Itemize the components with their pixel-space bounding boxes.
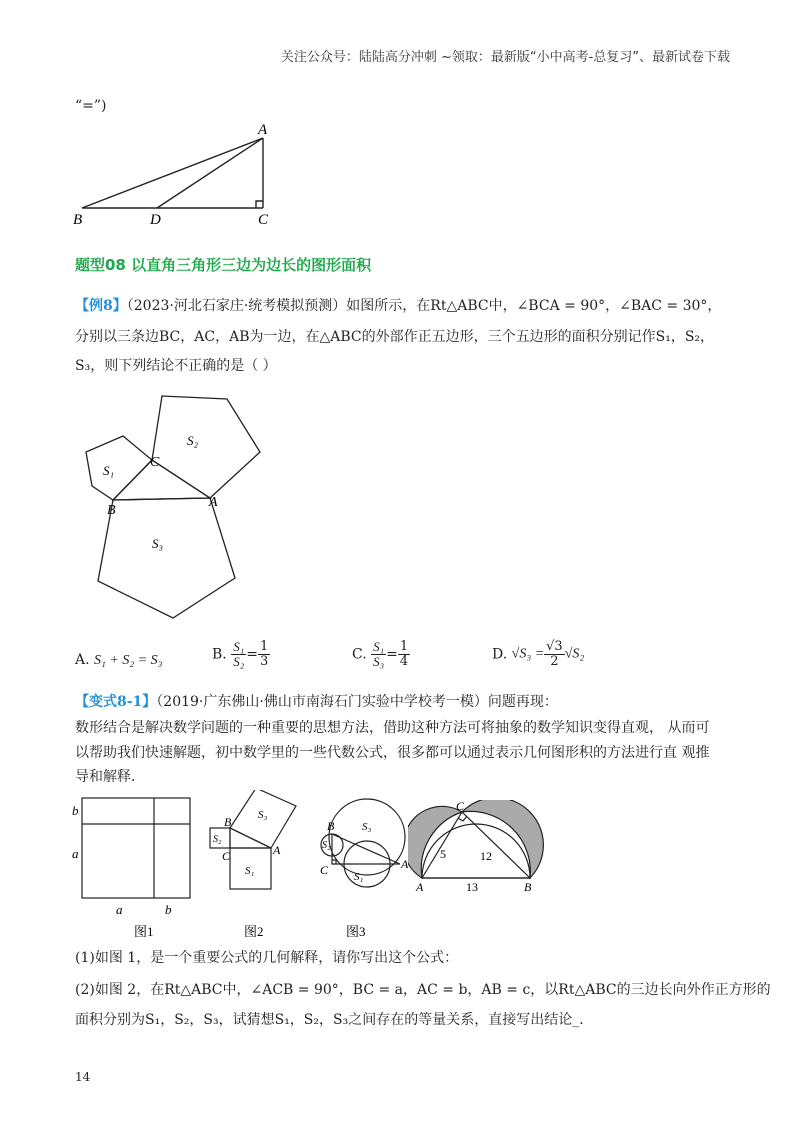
label-s1: S₁ [103,463,115,478]
option-b[interactable] [212,640,270,669]
label-a: A [273,843,281,857]
outer-square [82,798,190,898]
pentagon-s1 [86,436,152,500]
variant-para-1: 数形结合是解决数学问题的一种重要的思想方法，借助这种方法可将抽象的数学知识变得直观， 从而可 [75,720,710,736]
variant-para-2: 以帮助我们快速解题，初中数学里的一些代数公式，很多都可以通过表示几何图形积的方法进行直 观推 [75,745,710,761]
option-b-rhs: $\frac{1}{3}$ [259,639,269,669]
question-2-line-1: (2)如图 2，在Rt△ABC中，∠ACB = 90°，BC = a，AC = b，AB = c，以Rt△ABC的三边长向外作正方形的 [75,982,771,998]
figure-2 [200,790,310,940]
section-title: 题型08 以直角三角形三边为边长的图形面积 [75,256,372,274]
label-s2: S₂ [322,840,331,851]
figure-3-caption: 图3 [346,924,366,939]
label-ac-length: 5 [440,847,446,861]
label-s1: S₁ [354,871,364,883]
label-s2: S₂ [187,433,199,448]
label-a: A [258,122,268,138]
label-a: A [416,880,424,894]
option-b-eq: = [246,646,258,663]
label-c: C [320,863,329,877]
variant-8-1-tag: 【变式8-1】 [75,694,157,710]
figure-1 [68,790,198,940]
label-s3: S₃ [258,809,268,821]
option-b-letter: B. [212,646,227,663]
option-c-lhs: $\frac{\text{S₁}}{\text{S₃}}$ [373,639,385,669]
option-a-letter: A. [75,652,90,668]
variant-para-3: 导和解释． [75,769,145,785]
pentagon-s3 [98,498,235,618]
label-b: B [73,212,83,228]
page-header: 关注公众号：陆陆高分冲刺 ~领取：最新版“小中高考-总复习”、最新试卷下载 [280,50,730,65]
label-bc-length: 12 [480,849,492,863]
label-a: A [401,857,409,871]
label-c: C [258,212,269,228]
option-c-eq: = [386,646,398,663]
example-8-line-1 [75,296,721,316]
label-a-bottom: a [116,902,123,917]
option-d-tail: √S₂ [564,646,585,662]
label-c: C [150,455,160,470]
label-d: D [150,212,161,228]
option-c[interactable] [352,640,410,669]
pentagons-figure [70,388,290,623]
label-c: C [456,800,465,813]
page-number: 14 [75,1070,91,1084]
label-s1: S₁ [245,865,255,877]
figure-3 [310,790,410,940]
label-s2: S₂ [213,834,222,845]
option-a-expr: S₁ + S₂ = S₃ [94,653,163,668]
pentagon-s2 [152,396,260,498]
label-ab-length: 13 [466,880,478,894]
label-b: B [327,819,335,833]
example-8-line-3: S₃，则下列结论不正确的是（ ） [75,358,277,374]
label-a: A [209,495,218,510]
variant-8-1-source: （2019·广东佛山·佛山市南海石门实验中学校考一模）问题再现： [156,694,558,710]
label-b: B [524,880,532,894]
triangle-abcd-figure [70,118,290,228]
figure-1-caption: 图1 [134,924,154,939]
label-s3: S₃ [362,821,372,833]
option-d-lhs: √S₃ = [511,646,545,662]
example-8-text-1: （2023·河北石家庄·统考模拟预测）如图所示，在Rt△ABC中，∠BCA = 90°，∠BAC = 30°， [126,298,722,314]
question-1: (1)如图 1，是一个重要公式的几何解释，请你写出这个公式： [75,950,459,966]
label-b-bottom: b [165,902,172,917]
lune-right [462,800,543,878]
question-2-line-2: 面积分别为S₁，S₂，S₃，试猜想S₁，S₂，S₃之间存在的等量关系，直接写出结论_． [75,1012,594,1028]
option-d-letter: D. [492,646,508,663]
label-b: B [224,815,232,829]
option-d[interactable] [492,640,584,669]
option-a[interactable] [75,652,163,669]
label-b: B [107,503,116,518]
example-8-tag: 【例8】 [75,298,127,314]
prev-question-tail: “=”) [75,98,107,114]
variant-8-1-heading [75,692,558,712]
figure-4 [408,800,548,900]
label-s3: S₃ [152,536,164,551]
example-8-line-2: 分别以三条边BC，AC，AB为一边，在△ABC的外部作正五边形，三个五边形的面积分别记作S₁，S₂， [75,329,715,345]
label-b-left: b [72,803,79,818]
right-angle-mark [256,201,263,208]
figure-2-caption: 图2 [244,924,264,939]
label-a-left: a [72,846,79,861]
option-c-letter: C. [352,646,367,663]
option-b-lhs: $\frac{\text{S₁}}{\text{S₂}}$ [233,639,245,669]
label-c: C [222,849,231,863]
option-c-rhs: $\frac{1}{4}$ [399,639,409,669]
option-d-rhs: $\frac{√3}{2}$ [546,639,563,669]
